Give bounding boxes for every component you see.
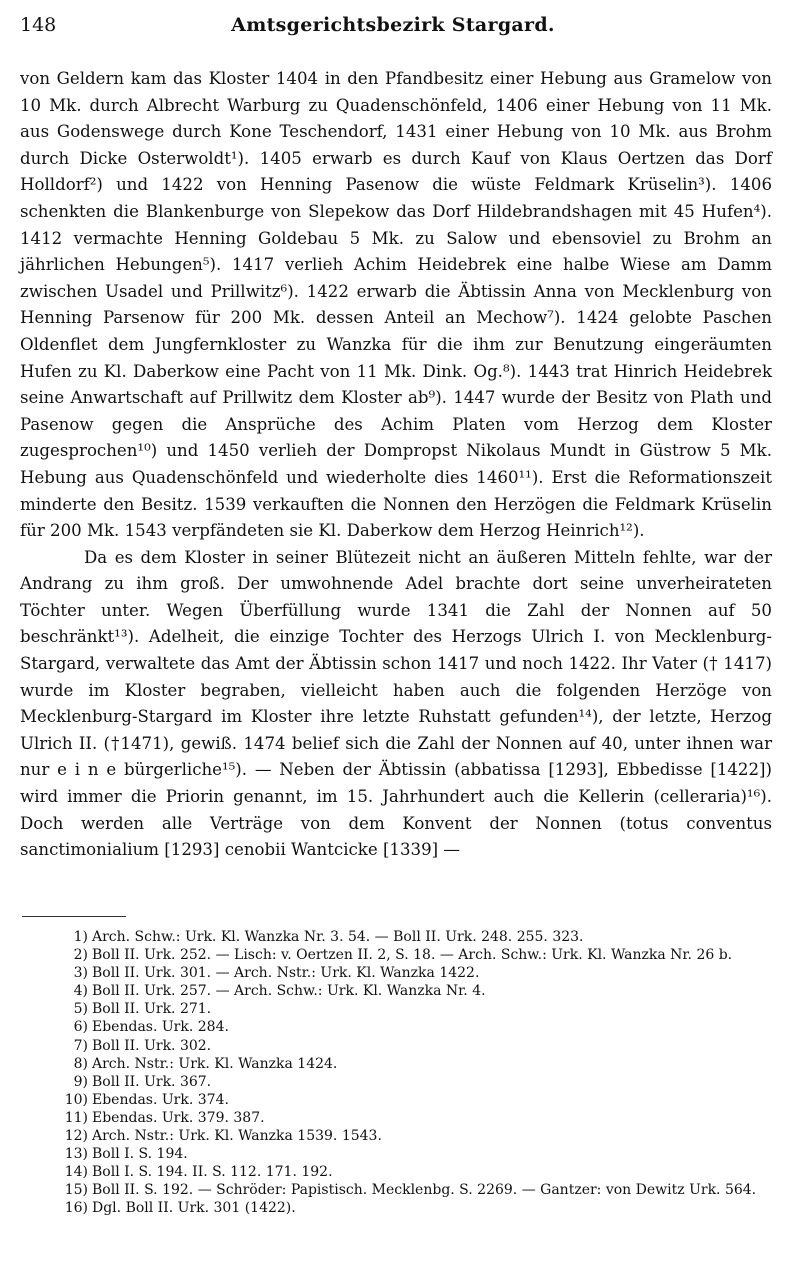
footnote-mark: 7) <box>73 1037 88 1054</box>
footnote <box>20 1055 772 1073</box>
footnote-mark: 14) <box>64 1164 88 1181</box>
body-text <box>20 66 772 864</box>
footnote <box>20 1109 772 1127</box>
footnote-mark: 15) <box>64 1182 88 1199</box>
footnote-text: Arch. Schw.: Urk. Kl. Wanzka Nr. 3. 54. — Boll II. Urk. 248. 255. 323. <box>92 929 584 945</box>
footnote-text: Boll II. Urk. 257. — Arch. Schw.: Urk. Kl. Wanzka Nr. 4. <box>92 983 486 1000</box>
footnote <box>20 1145 772 1163</box>
footnote-text: Ebendas. Urk. 379. 387. <box>92 1109 265 1126</box>
footnote-mark: 2) <box>73 947 88 964</box>
paragraph: Da es dem Kloster in seiner Blütezeit nicht an äußeren Mitteln fehlte, war der Andrang zu ihm groß. Der umwohnende Adel brachte dort seine unverheirateten Töchter unter. Wegen Überfüllung wurde 1341 die Zahl der Nonnen auf 50 beschränkt¹³). Adelheit, die einzige Tochter des Herzogs Ulrich I. von Mecklenburg-Stargard, verwaltete das Amt der Äbtissin schon 1417 und noch 1422. Ihr Vater († 1417) wurde im Kloster begraben, vielleicht haben auch die folgenden Herzöge von Mecklenburg-Stargard im Kloster ihre letzte Ruhstatt gefunden¹⁴), der letzte, Herzog Ulrich II. (†1471), gewiß. 1474 belief sich die Zahl der Nonnen auf 40, unter ihnen war nur e i n e bürgerliche¹⁵). — Neben der Äbtissin (abbatissa [1293], Ebbedisse [1422]) wird immer die Priorin genannt, im 15. Jahrhundert auch die Kellerin (celleraria)¹⁶). Doch werden alle Verträge von dem Konvent der Nonnen (totus conventus sanctimonialium [1293] cenobii Wantcicke [1339] — <box>20 547 772 860</box>
footnote <box>20 1073 772 1091</box>
footnotes <box>20 928 772 1218</box>
footnote-mark: 11) <box>64 1109 88 1126</box>
footnote-text: Boll II. Urk. 271. <box>92 1001 212 1018</box>
footnote-text: Boll II. Urk. 367. <box>92 1073 212 1090</box>
footnote-text: Boll II. Urk. 252. — Lisch: v. Oertzen II. 2, S. 18. — Arch. Schw.: Urk. Kl. Wanzka Nr. 26 b. <box>92 947 733 964</box>
footnote <box>20 1037 772 1055</box>
footnote <box>20 964 772 982</box>
footnote-text: Ebendas. Urk. 374. <box>92 1091 229 1108</box>
page-number: 148 <box>20 14 57 36</box>
footnote-mark: 10) <box>64 1091 88 1108</box>
footnote-mark: 9) <box>73 1073 88 1090</box>
paragraph: von Geldern kam das Kloster 1404 in den Pfandbesitz einer Hebung aus Gramelow von 10 Mk. durch Albrecht Warburg zu Quadenschönfeld, 1406 einer Hebung von 11 Mk. aus Godenswege durch Kone Teschendorf, 1431 einer Hebung von 10 Mk. aus Brohm durch Dicke Osterwoldt¹). 1405 erwarb es durch Kauf von Klaus Oertzen das Dorf Holldorf²) und 1422 von Henning Pasenow die wüste Feldmark Krüselin³). 1406 schenkten die Blankenburge von Slepekow das Dorf Hildebrandshagen mit 45 Hufen⁴). 1412 vermachte Henning Goldebau 5 Mk. zu Salow und ebensoviel zu Brohm an jährlichen Hebungen⁵). 1417 verlieh Achim Heidebrek eine halbe Wiese am Damm zwischen Usadel und Prillwitz⁶). 1422 erwarb die Äbtissin Anna von Mecklenburg von Henning Parsenow für 200 Mk. dessen Anteil an Mechow⁷). 1424 gelobte Paschen Oldenflet dem Jungfernkloster zu Wanzka für die ihm zur Benutzung eingeräumten Hufen zu Kl. Daberkow eine Pacht von 11 Mk. Dink. Og.⁸). 1443 trat Hinrich Heidebrek seine Anwartschaft auf Prillwitz dem Kloster ab⁹). 1447 wurde der Besitz von Plath und Pasenow gegen die Ansprüche des Achim Platen vom Herzog dem Kloster zugesprochen¹⁰) und 1450 verlieh der Dompropst Nikolaus Mundt in Güstrow 5 Mk. Hebung aus Quadenschönfeld und wiederholte dies 1460¹¹). Erst die Reformationszeit minderte den Besitz. 1539 verkauften die Nonnen den Herzögen die Feldmark Krüselin für 200 Mk. 1543 verpfändeten sie Kl. Daberkow dem Herzog Heinrich¹²). <box>20 69 772 541</box>
footnote <box>20 1000 772 1018</box>
footnote <box>20 946 772 964</box>
footnote-mark: 1) <box>73 929 88 945</box>
footnote-mark: 8) <box>73 1055 88 1072</box>
footnote <box>20 1181 772 1199</box>
footnote-mark: 5) <box>73 1001 88 1018</box>
footnote <box>20 1199 772 1217</box>
footnote-separator <box>22 916 126 917</box>
footnote <box>20 1127 772 1145</box>
footnote-mark: 6) <box>73 1019 88 1036</box>
footnote-text: Arch. Nstr.: Urk. Kl. Wanzka 1539. 1543. <box>92 1128 382 1145</box>
footnote <box>20 928 772 946</box>
footnote-text: Arch. Nstr.: Urk. Kl. Wanzka 1424. <box>92 1055 338 1072</box>
footnote <box>20 1163 772 1181</box>
footnote <box>20 1018 772 1036</box>
footnote <box>20 982 772 1000</box>
footnote-mark: 16) <box>64 1200 88 1217</box>
footnote-text: Boll II. Urk. 302. <box>92 1037 212 1054</box>
footnote-mark: 4) <box>73 983 88 1000</box>
footnote-text: Ebendas. Urk. 284. <box>92 1019 229 1036</box>
footnote-text: Dgl. Boll II. Urk. 301 (1422). <box>92 1200 296 1217</box>
running-title: Amtsgerichtsbezirk Stargard. <box>231 14 555 36</box>
footnote-text: Boll I. S. 194. <box>92 1146 188 1163</box>
footnote-text: Boll II. Urk. 301. — Arch. Nstr.: Urk. Kl. Wanzka 1422. <box>92 965 480 982</box>
footnote-text: Boll II. S. 192. — Schröder: Papistisch. Mecklenbg. S. 2269. — Gantzer: von Dewitz Urk. 564. <box>92 1182 757 1199</box>
footnote-text: Boll I. S. 194. II. S. 112. 171. 192. <box>92 1164 333 1181</box>
footnote-mark: 13) <box>64 1146 88 1163</box>
footnote-mark: 12) <box>64 1128 88 1145</box>
footnote <box>20 1091 772 1109</box>
page-header <box>20 14 766 44</box>
footnote-mark: 3) <box>73 965 88 982</box>
